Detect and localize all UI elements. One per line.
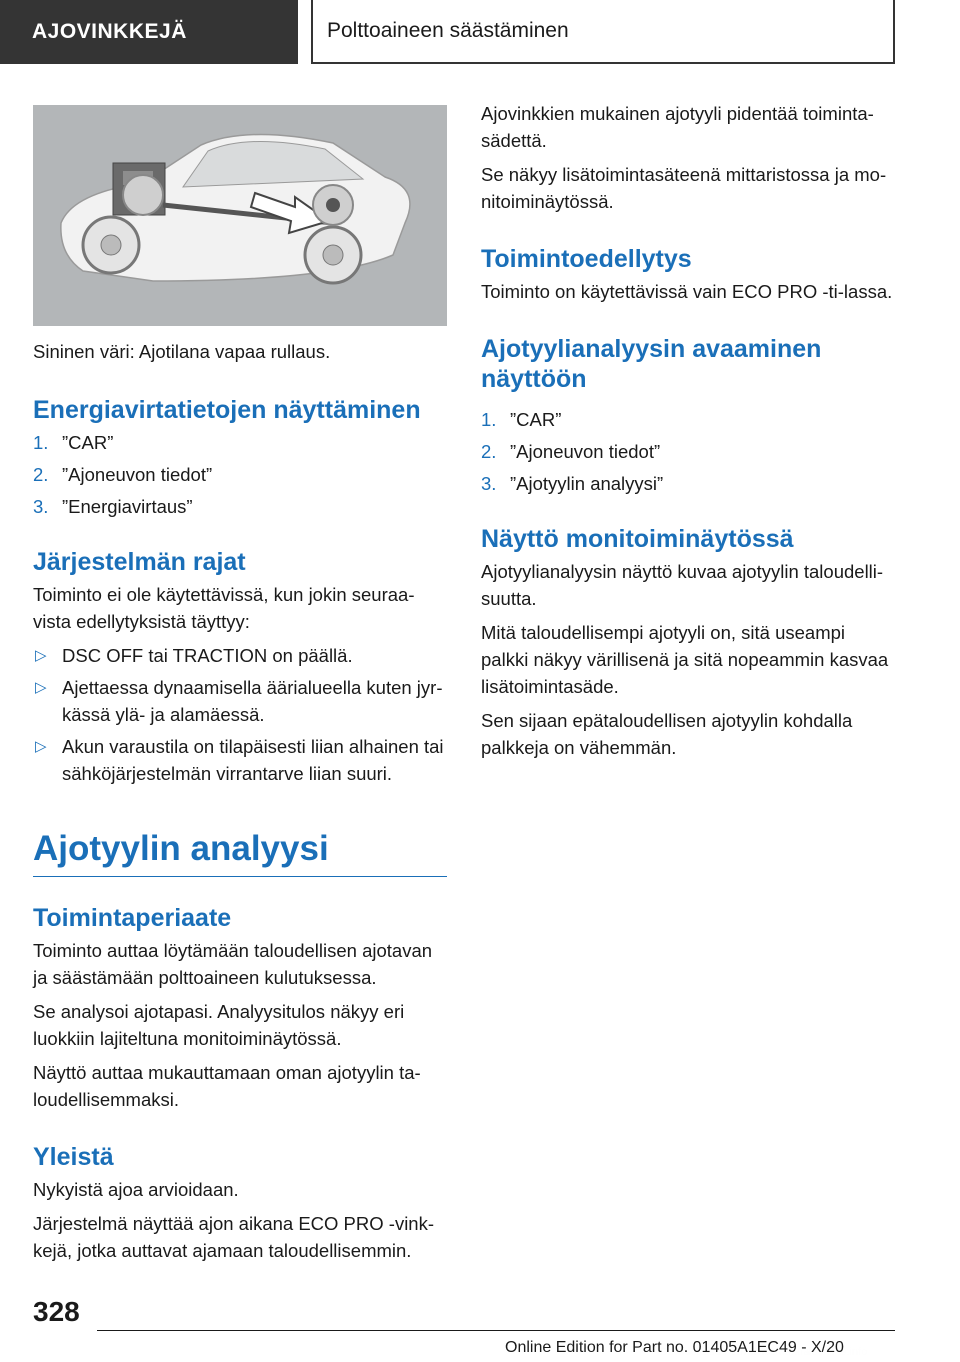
page-number: 328 <box>33 1296 80 1327</box>
car-energy-flow-illustration <box>33 105 447 326</box>
heading-general: Yleistä <box>33 1143 114 1171</box>
energy-steps-list <box>33 429 447 520</box>
limits-intro: Toiminto ei ole käytettävissä, kun jokin seuraa-vista edellytyksistä täyttyy: <box>33 584 415 632</box>
intro-paragraph: Ajovinkkien mukainen ajotyyli pidentää toiminta-sädettä. <box>481 103 874 151</box>
left-column <box>33 105 447 1271</box>
list-item: 1. ”CAR” <box>33 432 114 453</box>
rear-wheel-icon <box>305 227 361 283</box>
general-paragraph: Järjestelmä näyttää ajon aikana ECO PRO -vink-kejä, jotka auttavat ajamaan taloudellisemmin. <box>33 1213 435 1261</box>
edition-text: Online Edition for Part no. 01405A1EC49 - X/20 <box>505 1339 844 1356</box>
list-item: 1. ”CAR” <box>481 409 562 430</box>
list-item: 2. ”Ajoneuvon tiedot” <box>481 441 661 462</box>
list-item: 3. ”Energiavirtaus” <box>33 496 193 517</box>
list-item: 2. ”Ajoneuvon tiedot” <box>33 464 213 485</box>
header-section: AJOVINKKEJÄ <box>0 0 298 64</box>
header-topic: Polttoaineen säästäminen <box>311 0 895 64</box>
footer-rule <box>97 1330 895 1331</box>
heading-principle: Toimintaperiaate <box>33 904 232 932</box>
requirement-paragraph: Toiminto on käytettävissä vain ECO PRO -ti-lassa. <box>481 281 893 302</box>
heading-display: Näyttö monitoiminäytössä <box>481 525 794 553</box>
intro-paragraph: Se näkyy lisätoimintasäteenä mittaristossa ja mo-nitoiminäytössä. <box>481 164 887 212</box>
list-item: ▷ Akun varaustila on tilapäisesti liian alhainen tai sähköjärjestelmän virrantarve liian suuri. <box>33 733 447 787</box>
watermark <box>660 1346 867 1358</box>
principle-paragraph: Toiminto auttaa löytämään taloudellisen ajotavan ja säästämään polttoaineen kulutuksessa. <box>33 940 433 988</box>
display-paragraph: Sen sijaan epätaloudellisen ajotyylin kohdalla palkkeja on vähemmän. <box>481 710 853 758</box>
heading-requirement: Toimintoedellytys <box>481 245 692 273</box>
triangle-bullet-icon: ▷ <box>35 647 47 664</box>
heading-energy-flow: Energiavirtatietojen näyttäminen <box>33 396 421 424</box>
display-paragraph: Mitä taloudellisempi ajotyyli on, sitä useampi palkki näkyy värillisenä ja sitä nopeammin kasvaa lisätoimintasäde. <box>481 622 889 697</box>
front-wheel-icon <box>83 217 139 273</box>
principle-paragraph: Näyttö auttaa mukauttamaan oman ajotyylin ta-loudellisemmaksi. <box>33 1062 421 1110</box>
limits-list <box>33 642 447 787</box>
heading-system-limits: Järjestelmän rajat <box>33 548 246 576</box>
right-column <box>481 100 895 768</box>
list-item: 3. ”Ajotyylin analyysi” <box>481 473 664 494</box>
heading-driving-style-analysis: Ajotyylin analyysi <box>33 828 447 877</box>
principle-paragraph: Se analysoi ajotapasi. Analyysitulos näkyy eri luokkiin lajiteltuna monitoiminäytössä. <box>33 1001 405 1049</box>
car-illustration-svg <box>33 105 447 326</box>
triangle-bullet-icon: ▷ <box>35 679 47 696</box>
list-item: ▷ Ajettaessa dynaamisella äärialueella kuten jyr-kässä ylä- ja alamäessä. <box>33 674 447 728</box>
open-steps-list <box>481 406 895 497</box>
display-paragraph: Ajotyylianalyysin näyttö kuvaa ajotyylin taloudelli-suutta. <box>481 561 884 609</box>
list-item: ▷ DSC OFF tai TRACTION on päällä. <box>33 642 447 669</box>
heading-open-analysis: Ajotyylianalyysin avaaminen näyttöön <box>481 335 822 393</box>
figure-caption: Sininen väri: Ajotilana vapaa rullaus. <box>33 341 331 362</box>
general-paragraph: Nykyistä ajoa arvioidaan. <box>33 1179 239 1200</box>
triangle-bullet-icon: ▷ <box>35 738 47 755</box>
